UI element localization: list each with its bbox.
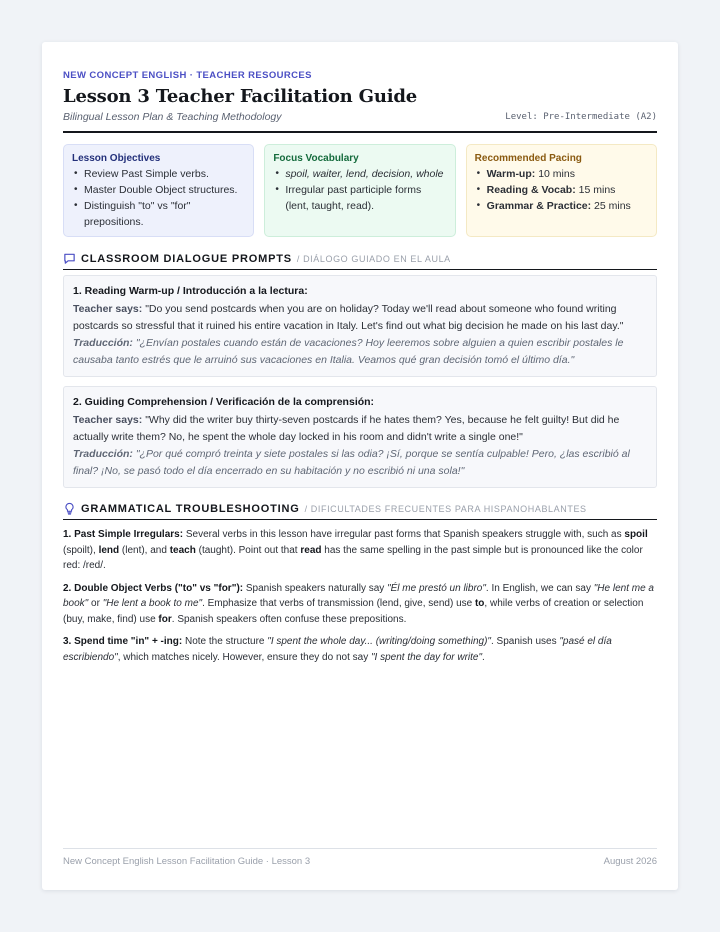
note-example: "Él me prestó un libro" xyxy=(387,582,486,594)
pacing-value: 15 mins xyxy=(578,184,616,196)
pacing-list xyxy=(475,166,648,214)
header-divider xyxy=(63,131,657,133)
objectives-card xyxy=(63,144,254,237)
page-subtitle: Bilingual Lesson Plan & Teaching Methodology xyxy=(63,111,282,123)
footer-title: New Concept English Lesson Facilitation Guide · Lesson 3 xyxy=(63,856,311,867)
note-text: (lent), and xyxy=(119,544,170,556)
grammar-section-title: GRAMMATICAL TROUBLESHOOTING xyxy=(81,503,300,515)
translation-line xyxy=(73,335,647,368)
footer-date: August 2026 xyxy=(603,856,657,867)
note-text: , which matches nicely. However, ensure they do not say xyxy=(117,651,371,663)
note-label: 1. Past Simple Irregulars: xyxy=(63,529,184,540)
translation-text: "¿Por qué compró treinta y siete postales si las odia? ¡Sí, porque se sentía culpable! Pero, ¿las escribió al final? ¡No, se pasó todo el día encerrado en su habitación y no escribió ni una sola!" xyxy=(73,448,630,477)
pacing-card xyxy=(466,144,657,237)
note-keyword: read xyxy=(300,544,322,556)
dialogue-section-header xyxy=(63,252,657,270)
note-text: (taught). Point out that xyxy=(195,544,301,556)
note-label: 2. Double Object Verbs ("to" vs "for"): xyxy=(63,582,244,594)
list-item xyxy=(475,182,648,198)
grammar-section-header xyxy=(63,502,657,520)
vocab-list xyxy=(273,166,446,214)
note-text: Several verbs in this lesson have irregular past forms that Spanish speakers struggle with, such as xyxy=(183,529,625,540)
prompt-heading: 1. Reading Warm-up / Introducción a la lectura: xyxy=(73,285,308,297)
list-item: • Irregular past participle forms (lent, taught, read). xyxy=(273,182,446,214)
list-item: • Review Past Simple verbs. xyxy=(72,166,245,182)
note-text: . Spanish uses xyxy=(490,636,560,647)
header-kicker: NEW CONCEPT ENGLISH · TEACHER RESOURCES xyxy=(63,70,312,81)
grammar-section-subtitle: / DIFICULTADES FRECUENTES PARA HISPANOHABLANTES xyxy=(304,504,587,514)
note-text: Spanish speakers naturally say xyxy=(243,582,388,594)
dialogue-prompt-card xyxy=(63,386,657,488)
teacher-line xyxy=(73,301,647,334)
pacing-label: Warm-up: xyxy=(486,168,536,180)
pacing-label: Reading & Vocab: xyxy=(486,184,576,196)
dialogue-section-title: CLASSROOM DIALOGUE PROMPTS xyxy=(81,253,292,265)
grammar-notes xyxy=(63,527,657,672)
chat-bubble-icon xyxy=(63,252,77,266)
footer-divider xyxy=(63,848,657,849)
prompt-heading: 2. Guiding Comprehension / Verificación de la comprensión: xyxy=(73,396,375,408)
list-item xyxy=(475,198,648,214)
note-text: has the same spelling in the past simple but is pronounced like the color red: /red/. xyxy=(63,544,643,571)
teacher-label: Teacher says: xyxy=(73,303,143,315)
note-keyword: to xyxy=(474,598,485,609)
page-title: Lesson 3 Teacher Facilitation Guide xyxy=(63,86,417,107)
note-keyword: for xyxy=(158,613,172,625)
document-page xyxy=(42,42,678,890)
translation-label: Traducción: xyxy=(73,337,133,349)
teacher-text: "Why did the writer buy thirty-seven postcards if he hates them? Yes, because he felt guilty! But did he actually write them? No, he spent the whole day locked in his room and didn't write a single one!" xyxy=(73,414,620,443)
pacing-value: 10 mins xyxy=(538,168,575,180)
note-example: "pasé el día escribiendo" xyxy=(63,636,612,663)
translation-label: Traducción: xyxy=(73,448,133,460)
note-text: . In English, we can say xyxy=(485,582,594,594)
teacher-label: Teacher says: xyxy=(73,414,143,426)
translation-text: "¿Envían postales cuando están de vacaciones? Hoy leeremos sobre alguien a quien escribir postales le causaba tanto estrés que le arruinó sus vacaciones en Italia. Veamos qué gran decisión tomó el último día." xyxy=(73,337,624,366)
note-text: or xyxy=(88,598,103,609)
list-item: • Distinguish "to" vs "for" prepositions. xyxy=(72,198,245,230)
note-text: , while verbs of creation or selection (buy, make, find) use xyxy=(63,598,644,625)
pacing-label: Grammar & Practice: xyxy=(486,200,592,212)
list-item: • spoil, waiter, lend, decision, whole xyxy=(273,166,446,182)
teacher-text: "Do you send postcards when you are on holiday? Today we'll read about someone who found writing postcards so stressful that it ruined his entire vacation in Italy. Let's find out what big decision he made on his last day." xyxy=(73,303,624,332)
list-item xyxy=(475,166,648,182)
lightbulb-icon xyxy=(63,502,77,516)
objectives-card-title: Lesson Objectives xyxy=(72,153,161,164)
dialogue-section-subtitle: / DIÁLOGO GUIADO EN EL AULA xyxy=(296,254,451,264)
note-keyword: lend xyxy=(98,544,120,556)
translation-line xyxy=(73,446,647,479)
note-example: "He lent me a book" xyxy=(63,582,654,609)
pacing-value: 25 mins xyxy=(594,200,631,212)
note-text: . xyxy=(482,651,485,663)
note-text: . Spanish speakers often confuse these prepositions. xyxy=(171,613,407,625)
dialogue-prompt-card xyxy=(63,275,657,377)
note-keyword: teach xyxy=(169,544,196,556)
level-label: Level: Pre-Intermediate (A2) xyxy=(505,112,657,122)
objectives-list xyxy=(72,166,245,230)
note-text: . Emphasize that verbs of transmission (lend, give, send) use xyxy=(202,598,475,609)
grammar-note-past-simple xyxy=(63,527,657,574)
note-text: (spoilt), xyxy=(63,544,99,556)
note-example: "I spent the whole day... (writing/doing something)" xyxy=(267,636,491,647)
note-keyword: spoil xyxy=(624,529,648,540)
teacher-line xyxy=(73,412,647,445)
pacing-card-title: Recommended Pacing xyxy=(474,153,582,164)
grammar-note-double-object xyxy=(63,581,657,628)
list-item: • Master Double Object structures. xyxy=(72,182,245,198)
info-cards xyxy=(63,144,657,237)
vocab-card-title: Focus Vocabulary xyxy=(273,153,359,164)
note-text: Note the structure xyxy=(182,636,268,647)
vocab-card xyxy=(264,144,455,237)
note-example: "He lent a book to me" xyxy=(102,598,203,609)
note-label: 3. Spend time "in" + -ing: xyxy=(63,636,183,647)
grammar-note-spend-time xyxy=(63,634,657,665)
note-example: "I spent the day for write" xyxy=(370,651,483,663)
